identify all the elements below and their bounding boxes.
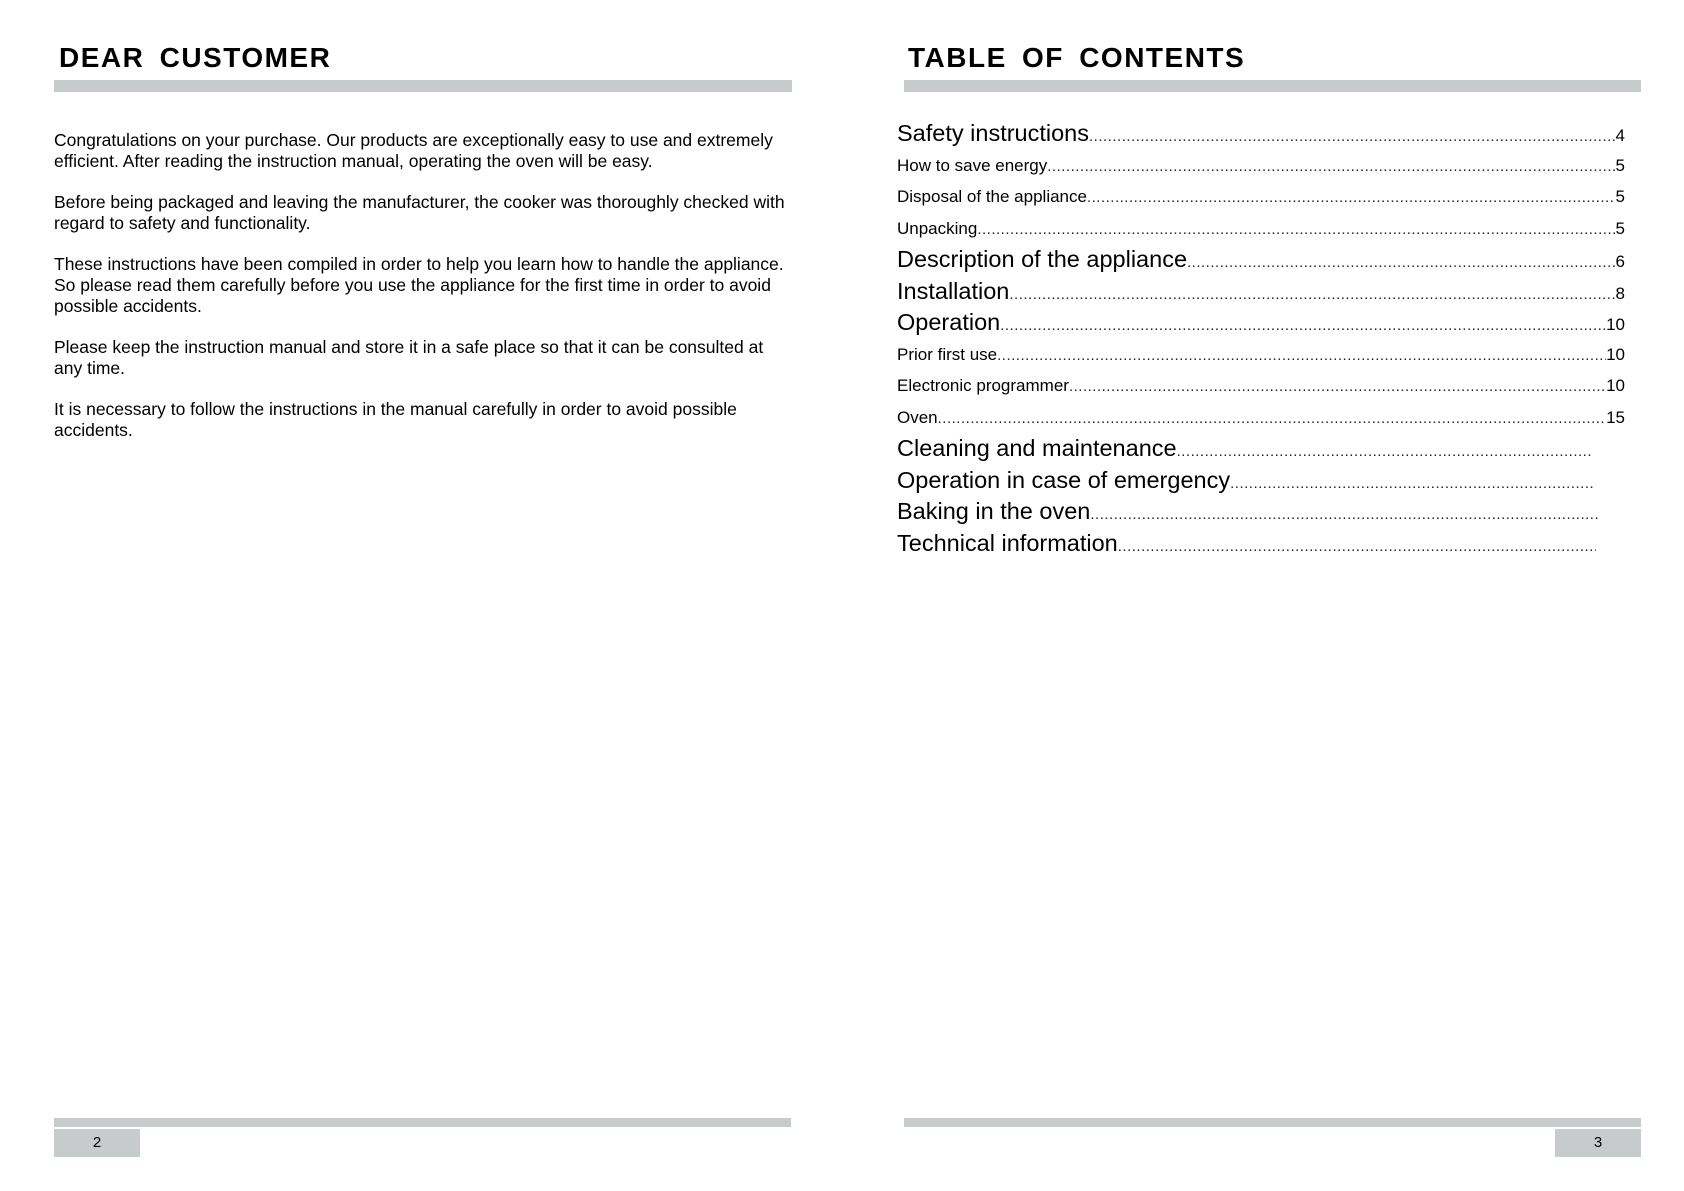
toc-entry-label: Baking in the oven [897, 498, 1091, 524]
toc-leader [1118, 531, 1596, 560]
toc-entry[interactable] [897, 528, 1625, 560]
intro-paragraph: Please keep the instruction manual and store it in a safe place so that it can be consulted at any time. [54, 337, 764, 378]
right-page-heading: TABLE OF CONTENTS [908, 42, 1246, 73]
left-top-rule [54, 80, 792, 92]
table-of-contents [897, 118, 1625, 559]
toc-entry[interactable] [897, 370, 1625, 402]
left-bottom-rule [54, 1118, 791, 1127]
toc-entry-page: 8 [1615, 283, 1625, 303]
toc-entry-label: Installation [897, 277, 1010, 304]
toc-entry-label: Electronic programmer [897, 376, 1069, 395]
toc-entry[interactable] [897, 150, 1625, 182]
left-page-number: 2 [54, 1129, 140, 1157]
toc-entry-page: 5 [1615, 187, 1625, 206]
toc-leader [1177, 436, 1592, 465]
toc-entry[interactable] [897, 339, 1625, 371]
toc-leader [1009, 279, 1615, 308]
toc-leader [1089, 121, 1615, 150]
toc-entry-label: Technical information [897, 529, 1118, 556]
right-bottom-rule [904, 1118, 1641, 1127]
intro-paragraph: Congratulations on your purchase. Our products are exceptionally easy to use and extremely efficient. After reading the instruction manual, operating the oven will be easy. [54, 130, 773, 171]
toc-entry[interactable] [897, 402, 1625, 434]
toc-entry-label: Unpacking [897, 218, 978, 238]
toc-leader [1187, 247, 1615, 276]
toc-entry-label: Safety instructions [897, 120, 1090, 146]
right-page-number: 3 [1555, 1129, 1641, 1157]
toc-entry-label: Description of the appliance [897, 246, 1188, 272]
intro-paragraph: These instructions have been compiled in order to help you learn how to handle the appliance. So please read them carefully before you use the appliance for the first time in order to avoid possible accidents. [54, 254, 784, 316]
toc-entry-label: Cleaning and maintenance [897, 435, 1177, 461]
toc-entry-label: Operation in case of emergency [897, 466, 1231, 493]
toc-leader [938, 403, 1606, 434]
toc-entry[interactable] [897, 181, 1625, 213]
toc-entry-label: Operation [897, 309, 1001, 335]
toc-entry-page: 15 [1606, 407, 1625, 427]
toc-entry[interactable] [897, 496, 1625, 528]
intro-paragraph: Before being packaged and leaving the manufacturer, the cooker was thoroughly checked with regard to safety and functionality. [54, 192, 785, 233]
toc-entry-page: 5 [1615, 155, 1625, 175]
intro-paragraph: It is necessary to follow the instructions in the manual carefully in order to avoid possible accidents. [54, 399, 737, 440]
toc-entry[interactable] [897, 244, 1625, 276]
toc-leader [1069, 371, 1606, 402]
toc-entry-page: 5 [1615, 218, 1625, 238]
toc-leader [1230, 468, 1595, 497]
toc-leader [977, 214, 1615, 245]
right-top-rule [904, 80, 1641, 92]
toc-entry[interactable] [897, 307, 1625, 339]
toc-leader [997, 340, 1606, 371]
toc-entry[interactable] [897, 433, 1625, 465]
toc-entry-label: Oven [897, 407, 938, 427]
toc-entry-label: Disposal of the appliance [897, 187, 1087, 206]
toc-leader [1087, 182, 1615, 213]
toc-entry-page: 10 [1606, 315, 1625, 334]
toc-entry-page: 6 [1615, 252, 1625, 271]
toc-entry-page: 10 [1606, 344, 1625, 364]
toc-leader [1090, 499, 1600, 528]
toc-entry-page: 4 [1615, 126, 1625, 145]
toc-entry[interactable] [897, 118, 1625, 150]
left-page-heading: DEAR CUSTOMER [59, 42, 332, 73]
toc-entry[interactable] [897, 276, 1625, 308]
toc-entry[interactable] [897, 465, 1625, 497]
toc-leader [1000, 310, 1606, 339]
toc-entry-page: 10 [1606, 376, 1625, 395]
toc-entry-label: Prior first use [897, 344, 998, 364]
toc-entry-label: How to save energy [897, 155, 1048, 175]
toc-entry[interactable] [897, 213, 1625, 245]
toc-leader [1047, 151, 1615, 182]
intro-text [54, 130, 794, 461]
